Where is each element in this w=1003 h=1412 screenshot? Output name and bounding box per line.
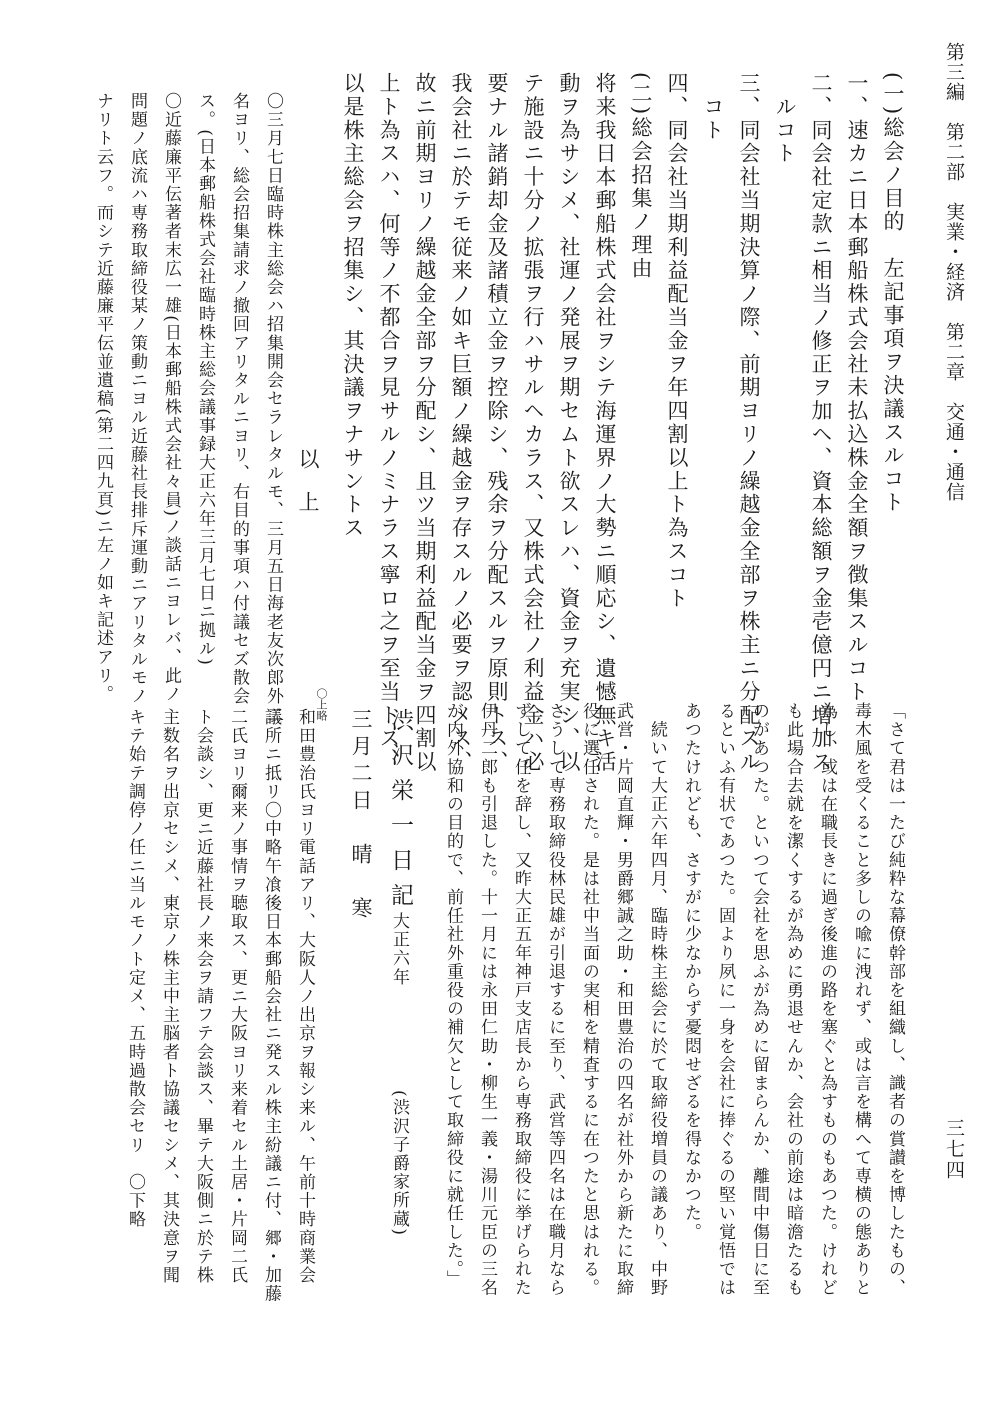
upper-body-line: (一)総会ノ目的 左記事項ヲ決議スルコト (881, 72, 905, 515)
upper-body-line: テ施設ニ十分ノ拡張ヲ行ハサルヘカラス、又株式会社ノ利益金ハ必 (521, 72, 545, 774)
omission-note: 〇上略 (315, 688, 328, 721)
quote-line: も此場合去就を潔くするが為めに勇退せんか、会社の前途は暗澹たるも (783, 702, 803, 1298)
diary-line: 和田豊治氏ヨリ電話アリ、大阪人ノ出京ヲ報シ来ル、午前十時商業会 (295, 708, 315, 1285)
diary-title: 渋沢栄一日記 (387, 708, 413, 918)
note-line: 名ヨリ、総会招集請求ノ撤回アリタルニヨリ、右目的事項ハ付議セズ散会 (229, 92, 249, 706)
note-line: 〇近藤廉平伝著者末広一雄(日本郵船株式会社々員)ノ談話ニヨレバ、此ノ (161, 92, 181, 704)
diary-line: 二氏ヨリ爾来ノ事情ヲ聴取ス、更ニ大阪ヨリ来着セル土居・片岡二氏 (227, 708, 247, 1285)
upper-body-line: 要ナル諸銷却金及諸積立金ヲ控除シ、残余ヲ分配スルヲ原則トス、 (485, 72, 509, 774)
upper-body-line: コト (701, 72, 725, 143)
quote-line: 「さて君は一たび純粋な幕僚幹部を組織し、識者の賞讃を博したもの、 (885, 702, 905, 1298)
upper-body-line: 三、同会社当期決算ノ際、前期ヨリノ繰越金全部ヲ株主ニ分配スル (737, 72, 761, 774)
upper-body-line: 動ヲ為サシメ、社運ノ発展ヲ期セムト欲スレハ、資金ヲ充実シ、以 (557, 72, 581, 774)
quote-line: が内外協和の目的で、前任社外重役の補欠として取締役に就任した。」 (443, 702, 463, 1289)
note-line: ス。(日本郵船株式会社臨時株主総会議事録大正六年三月七日ニ拠ル) (195, 92, 215, 667)
upper-body-line: 以是株主総会ヲ招集シ、其決議ヲナサントス (341, 72, 365, 540)
diary-line: キテ始テ調停ノ任ニ当ルモノト定メ、五時過散会セリ 〇下略 (125, 708, 145, 1229)
upper-body-line: (二)総会招集ノ理由 (629, 72, 653, 281)
quote-line: 武営・片岡直輝・男爵郷誠之助・和田豊治の四名が社外から新たに取締 (613, 702, 633, 1298)
upper-body-line: 二、同会社定款ニ相当ノ修正ヲ加ヘ、資本総額ヲ金壱億円ニ増加ス (809, 72, 833, 774)
diary-line: 議所ニ抵リ〇中略午飡後日本郵船会社ニ発スル株主紛議ニ付、郷・加藤 (261, 708, 281, 1304)
upper-body-line: 我会社ニ於テモ従来ノ如キ巨額ノ繰越金ヲ存スルノ必要ヲ認メス、 (449, 72, 473, 774)
quote-line: 続いて大正六年四月、臨時株主総会に於て取締役増員の議あり、中野 (647, 702, 667, 1298)
upper-body-line: 四、同会社当期利益配当金ヲ年四割以上ト為スコト (665, 72, 689, 611)
quote-line: のがあつた。といつて会社を思ふが為めに留まらんか、離間中傷日に至 (749, 702, 769, 1298)
running-header: 第三編 第二部 実業・経済 第二章 交通・通信 (943, 42, 965, 502)
upper-body-line: 一、速カニ日本郵船株式会社未払込株金全額ヲ徴集スルコト (845, 72, 869, 704)
page-number: 三七四 (943, 1118, 965, 1181)
note-line: ナリト云フ。而シテ近藤廉平伝並遺稿(第二四九頁)ニ左ノ如キ記述アリ。 (93, 92, 113, 704)
diary-line: 主数名ヲ出京セシメ、東京ノ株主中主脳者ト協議セシメ、其決意ヲ聞 (159, 708, 179, 1285)
upper-body-line: 故ニ前期ヨリノ繰越金全部ヲ分配シ、且ツ当期利益配当金ヲ四割以 (413, 72, 437, 774)
diary-source: (渋沢子爵家所蔵) (389, 1090, 409, 1237)
quote-line: 為し、或は在職長きに過ぎ後進の路を塞ぐと為すものもあつた。けれど (817, 702, 837, 1298)
quote-line: 役に選任された。是は社中当面の実相を精査するに在つたと思はれる。 (579, 702, 599, 1298)
quote-line: るといふ有状であつた。固より夙に一身を会社に捧ぐるの堅い覚悟では (715, 702, 735, 1298)
note-line: 問題ノ底流ハ専務取締役某ノ策動ニヨル近藤社長排斥運動ニアリタルモノ (127, 92, 147, 706)
upper-body-line: ルコト (773, 72, 797, 166)
closing-mark: 以上 (296, 448, 320, 534)
quote-line: あつたけれども、さすがに少なからず憂悶せざるを得なかつた。 (681, 702, 701, 1242)
upper-body-line: 上ト為スハ、何等ノ不都合ヲ見サルノミナラス寧ロ之ヲ至当トス、 (377, 72, 401, 774)
upper-body-line: 将来我日本郵船株式会社ヲシテ海運界ノ大勢ニ順応シ、遺憾無キ活 (593, 72, 617, 774)
diary-line: ト会談シ、更ニ近藤社長ノ来会ヲ請フテ会談ス、畢テ大阪側ニ於テ株 (193, 708, 213, 1285)
quote-line: 毒木風を受くること多しの喩に洩れず、或は言を構へて専横の態ありと (851, 702, 871, 1298)
note-line: 〇三月七日臨時株主総会ハ招集開会セラレタルモ、三月五日海老友次郎外二 (263, 92, 283, 725)
diary-year: 大正六年 (389, 912, 409, 987)
quote-line: 伊丹二郎も引退した。十一月には永田仁助・柳生一義・湯川元臣の三名 (477, 702, 497, 1298)
quote-line: ずして任を辞し、又昨大正五年神戸支店長から専務取締役に挙げられた (511, 702, 531, 1298)
diary-date: 三月二日 晴 寒 (349, 708, 373, 924)
quote-line: さうして専務取締役林民雄が引退するに至り、武営等四名は在職月なら (545, 702, 565, 1298)
